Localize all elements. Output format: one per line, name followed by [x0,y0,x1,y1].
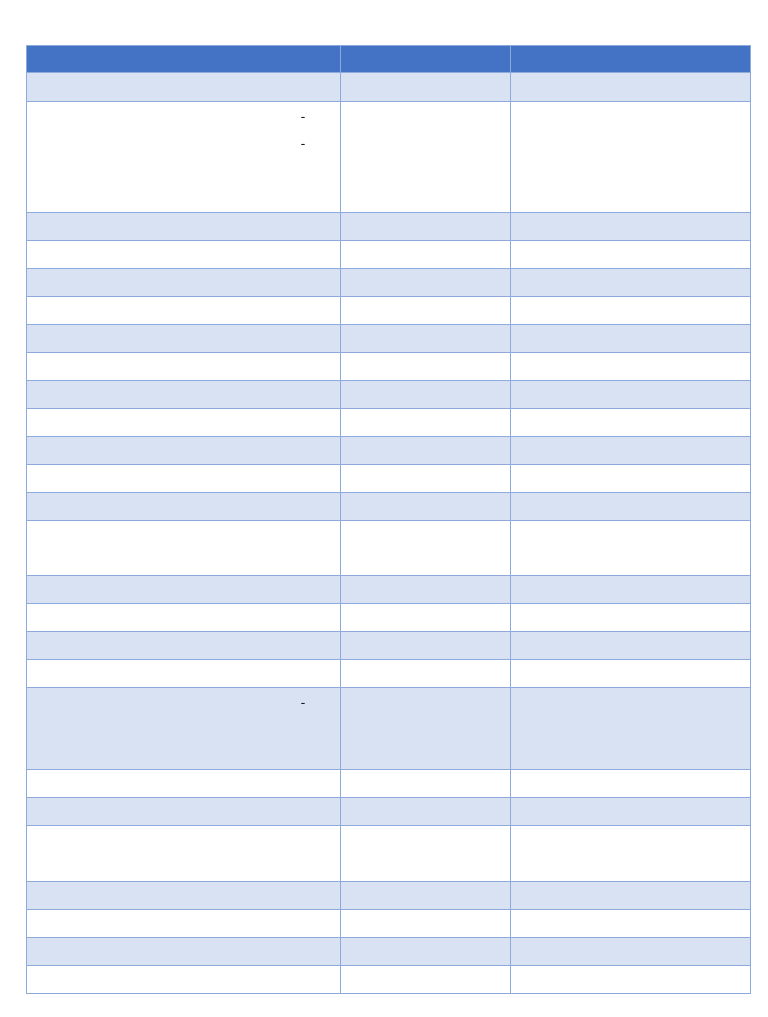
cell-description [27,297,341,325]
table-row [27,213,751,241]
page-title [20,6,750,32]
cell-category [511,73,751,102]
cell-category [511,102,751,213]
cell-detail [341,297,511,325]
cell-category [511,604,751,632]
cell-detail [341,576,511,604]
cell-description [27,493,341,521]
cell-detail [341,798,511,826]
cell-category [511,325,751,353]
table-row [27,882,751,910]
cell-category [511,521,751,576]
cell-description [27,576,341,604]
cell-category [511,213,751,241]
document-table [26,45,751,994]
table-header-row [27,46,751,73]
bullet-item [35,104,332,131]
cell-category [511,576,751,604]
cell-description [27,910,341,938]
cell-detail [341,437,511,465]
cell-detail [341,353,511,381]
cell-detail [341,770,511,798]
cell-description [27,604,341,632]
cell-description [27,938,341,966]
cell-description [27,826,341,882]
table-row [27,325,751,353]
cell-detail [341,465,511,493]
cell-category [511,241,751,269]
table-body [27,73,751,994]
cell-category [511,632,751,660]
cell-description [27,409,341,437]
table-row [27,688,751,770]
table-row [27,938,751,966]
cell-detail [341,882,511,910]
cell-detail [341,910,511,938]
cell-category [511,437,751,465]
cell-description [27,269,341,297]
cell-category [511,798,751,826]
cell-category [511,938,751,966]
cell-category [511,910,751,938]
cell-detail [341,632,511,660]
cell-description [27,798,341,826]
cell-category [511,660,751,688]
cell-description [27,353,341,381]
cell-category [511,493,751,521]
cell-category [511,966,751,994]
bullet-text [35,104,288,131]
header-description [27,46,341,73]
cell-detail [341,493,511,521]
cell-category [511,381,751,409]
cell-category [511,465,751,493]
cell-detail [341,213,511,241]
cell-detail [341,241,511,269]
table-row [27,770,751,798]
cell-detail [341,966,511,994]
bullet-dash-icon: - [300,696,306,711]
cell-description [27,521,341,576]
cell-detail [341,381,511,409]
cell-category [511,826,751,882]
cell-description [27,325,341,353]
table-row [27,73,751,102]
cell-description [27,73,341,102]
cell-detail [341,73,511,102]
cell-detail [341,604,511,632]
table-row [27,493,751,521]
table-row [27,465,751,493]
cell-description [27,966,341,994]
bullet-text [35,131,288,158]
cell-detail [341,660,511,688]
cell-category [511,688,751,770]
table-row [27,353,751,381]
cell-description [27,465,341,493]
cell-detail [341,102,511,213]
table-row [27,269,751,297]
cell-detail [341,269,511,297]
cell-detail [341,325,511,353]
table-row [27,660,751,688]
table-row [27,632,751,660]
cell-description [27,660,341,688]
cell-detail [341,938,511,966]
table-row [27,910,751,938]
cell-detail [341,521,511,576]
table-row [27,604,751,632]
table-row [27,241,751,269]
bullet-text [35,690,288,717]
table-row [27,297,751,325]
table-row [27,826,751,882]
bullet-dash-icon: - [300,137,306,152]
cell-description [27,437,341,465]
header-detail [341,46,511,73]
cell-detail [341,688,511,770]
cell-description [27,213,341,241]
cell-description [27,381,341,409]
table-row [27,437,751,465]
cell-category [511,409,751,437]
bullet-dash-icon: - [300,110,306,125]
bullet-item [35,131,332,158]
table-row [27,798,751,826]
cell-category [511,269,751,297]
header-category [511,46,751,73]
cell-category [511,770,751,798]
table-row [27,409,751,437]
table-row [27,521,751,576]
table-row [27,576,751,604]
table-row [27,381,751,409]
cell-detail [341,826,511,882]
bullet-item [35,690,332,717]
table-row [27,966,751,994]
cell-description [27,770,341,798]
table-row [27,102,751,213]
cell-description [27,102,341,213]
cell-category [511,297,751,325]
cell-category [511,353,751,381]
cell-description [27,632,341,660]
cell-description [27,688,341,770]
cell-description [27,882,341,910]
cell-description [27,241,341,269]
cell-category [511,882,751,910]
cell-detail [341,409,511,437]
